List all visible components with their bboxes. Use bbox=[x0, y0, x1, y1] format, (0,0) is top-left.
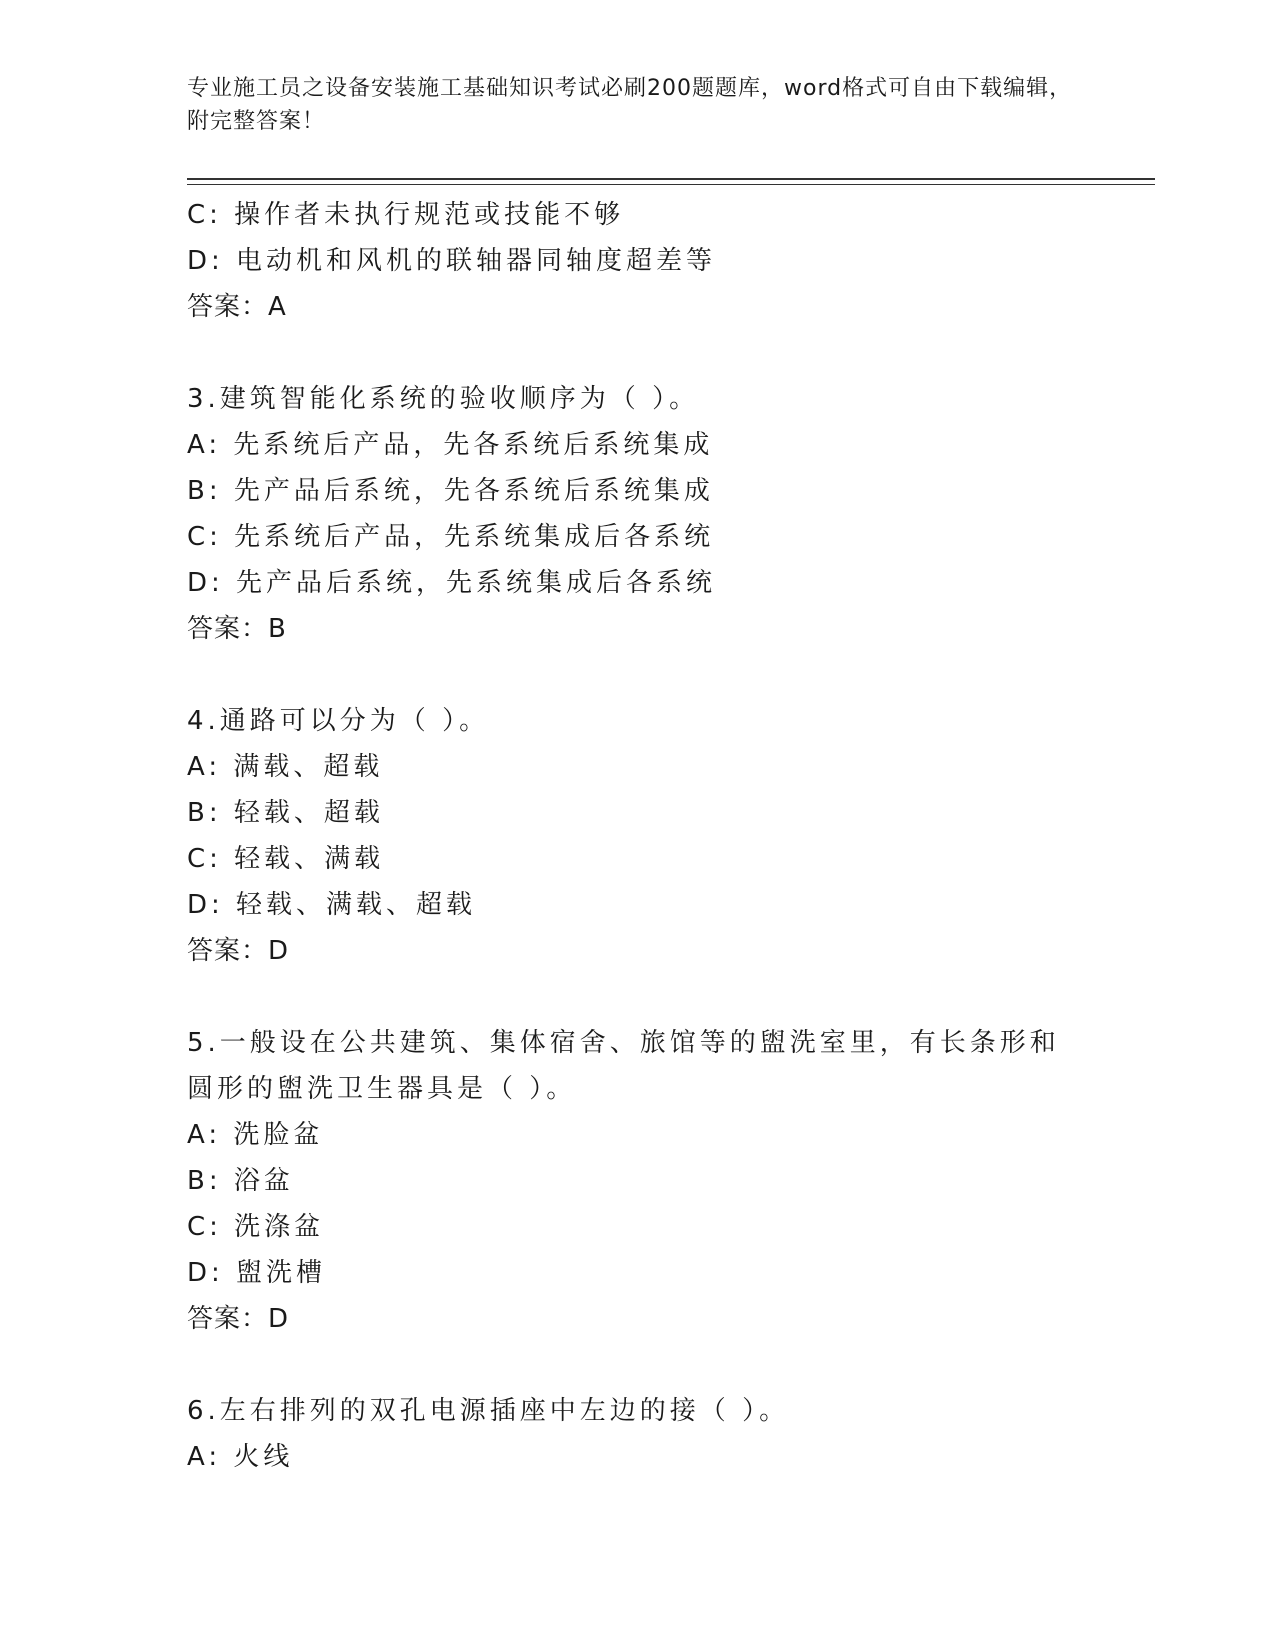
question-4 bbox=[187, 698, 1087, 974]
option-d: D: 先产品后系统，先系统集成后各系统 bbox=[187, 568, 717, 598]
header-title: 专业施工员之设备安装施工基础知识考试必刷200题题库，word格式可自由下载编辑，附完整答案！ bbox=[187, 76, 1073, 134]
spacer bbox=[187, 652, 1087, 698]
header-rule-thick bbox=[187, 178, 1155, 180]
option-a: A: 洗脸盆 bbox=[187, 1120, 324, 1150]
option-a: A: 先系统后产品，先各系统后系统集成 bbox=[187, 430, 714, 460]
option-d: D: 电动机和风机的联轴器同轴度超差等 bbox=[187, 246, 717, 276]
question-text: 5.一般设在公共建筑、集体宿舍、旅馆等的盥洗室里，有长条形和圆形的盥洗卫生器具是（ ）。 bbox=[187, 1028, 1060, 1104]
option-b: B: 轻载、超载 bbox=[187, 798, 384, 828]
option-c: C: 操作者未执行规范或技能不够 bbox=[187, 200, 625, 230]
option-c: C: 洗涤盆 bbox=[187, 1212, 325, 1242]
option-d: D: 轻载、满载、超载 bbox=[187, 890, 477, 920]
question-3 bbox=[187, 376, 1087, 652]
option-a: A: 满载、超载 bbox=[187, 752, 384, 782]
question-text: 6.左右排列的双孔电源插座中左边的接（ ）。 bbox=[187, 1396, 790, 1426]
question-6 bbox=[187, 1388, 1087, 1480]
option-c: C: 轻载、满载 bbox=[187, 844, 385, 874]
document-header bbox=[187, 72, 1087, 138]
question-text: 3.建筑智能化系统的验收顺序为（ ）。 bbox=[187, 384, 700, 414]
option-c: C: 先系统后产品，先系统集成后各系统 bbox=[187, 522, 715, 552]
spacer bbox=[187, 1342, 1087, 1388]
question-continued bbox=[187, 192, 1087, 330]
question-text: 4.通路可以分为（ ）。 bbox=[187, 706, 490, 736]
spacer bbox=[187, 974, 1087, 1020]
document-body bbox=[187, 192, 1087, 1480]
header-rule-thin bbox=[187, 184, 1155, 185]
answer-line: 答案：A bbox=[187, 292, 287, 322]
answer-line: 答案：D bbox=[187, 1304, 290, 1334]
option-d: D: 盥洗槽 bbox=[187, 1258, 327, 1288]
answer-line: 答案：D bbox=[187, 936, 290, 966]
option-b: B: 浴盆 bbox=[187, 1166, 294, 1196]
spacer bbox=[187, 330, 1087, 376]
answer-line: 答案：B bbox=[187, 614, 287, 644]
option-a: A: 火线 bbox=[187, 1442, 294, 1472]
question-5 bbox=[187, 1020, 1087, 1342]
option-b: B: 先产品后系统，先各系统后系统集成 bbox=[187, 476, 714, 506]
